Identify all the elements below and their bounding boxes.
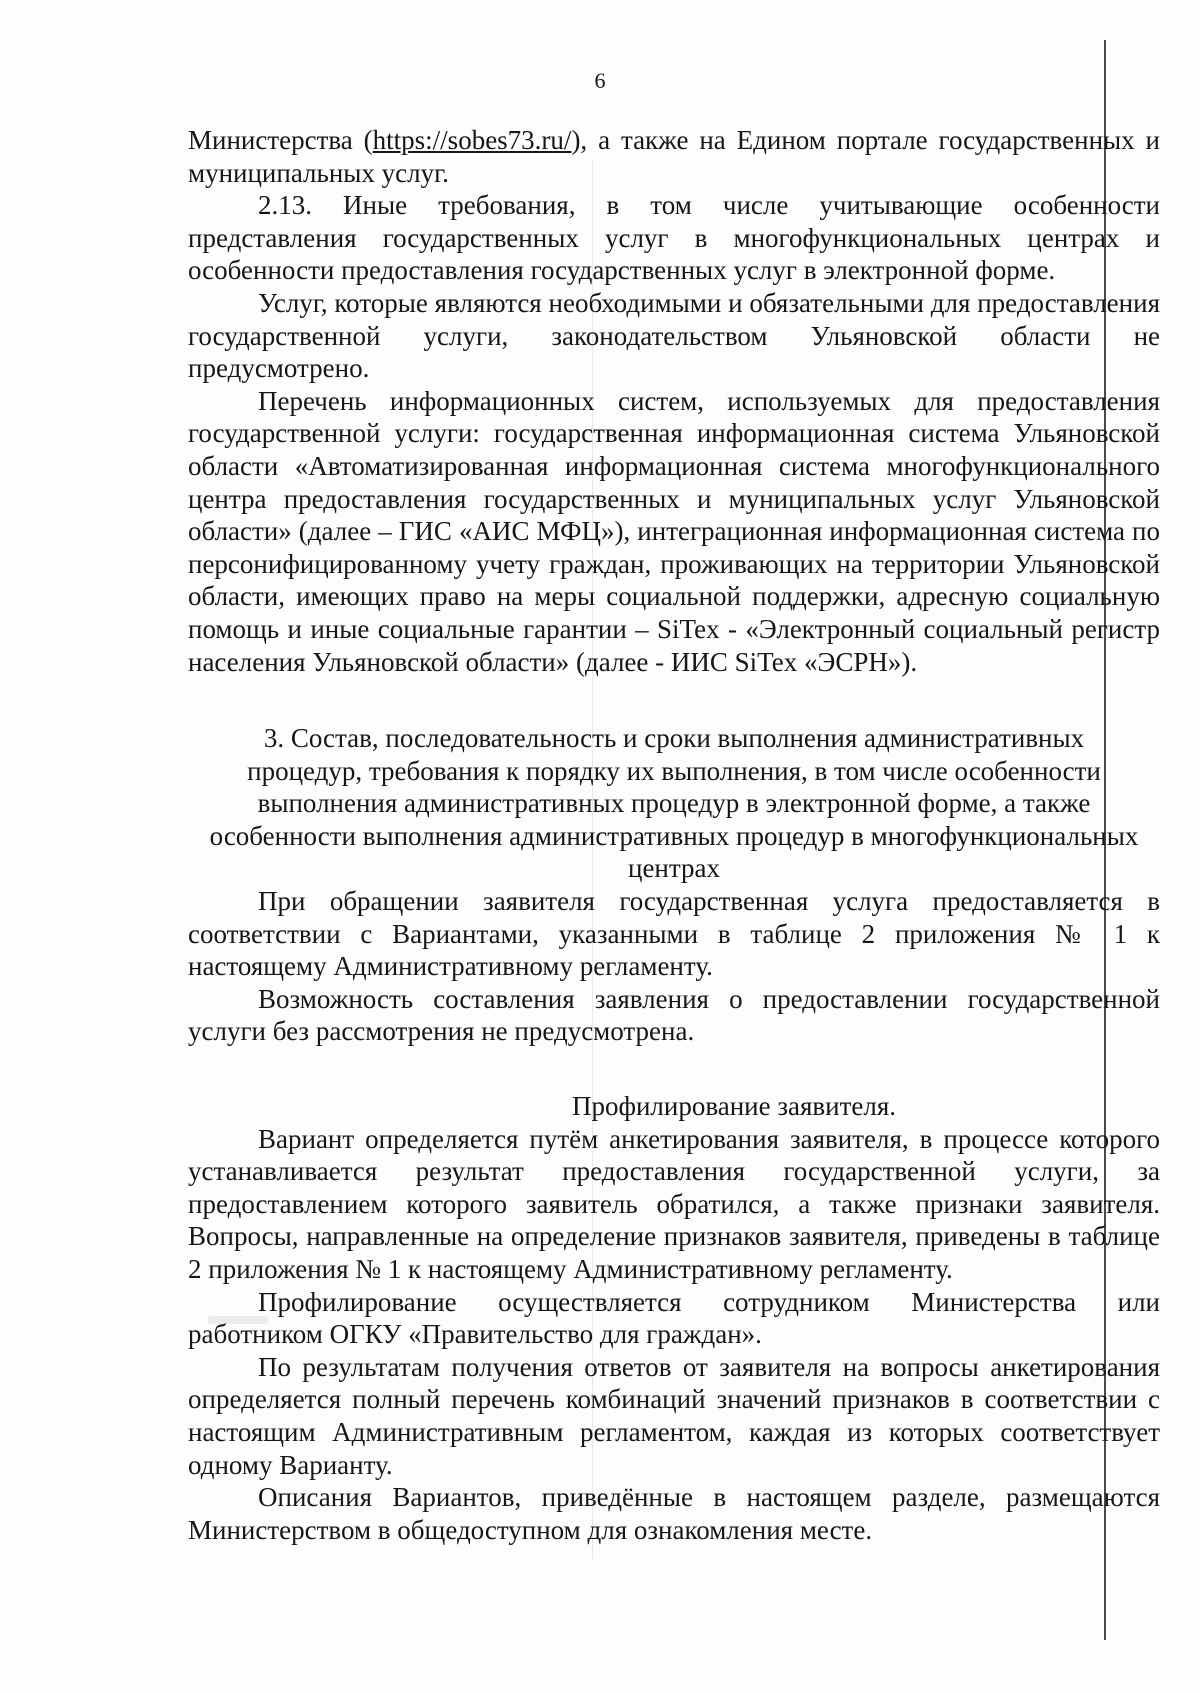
- paragraph-profiling-staff: Профилирование осуществляется сотрудником Министерства или работником ОГКУ «Правительство для граждан».: [188, 1286, 1160, 1350]
- paragraph-no-review: Возможность составления заявления о предоставлении государственной услуги без рассмотрения не предусмотрена.: [188, 983, 1160, 1047]
- paragraph-required-services: Услуг, которые являются необходимыми и обязательными для предоставления государственной услуги, законодательством Ульяновской области не предусмотрено.: [188, 287, 1160, 384]
- document-body: [188, 124, 1160, 1546]
- paragraph-portal-info: [188, 124, 1160, 189]
- paragraph-variants: При обращении заявителя государственная услуга предоставляется в соответствии с Вариантами, указанными в таблице 2 приложения № 1 к настоящему Административному регламенту.: [188, 886, 1160, 982]
- ministry-website-link[interactable]: https://sobes73.ru/: [372, 125, 572, 155]
- paragraph-variant-descriptions: Описания Вариантов, приведённые в настоящем разделе, размещаются Министерством в общедоступном для ознакомления месте.: [188, 1482, 1160, 1545]
- paragraph-variant-definition: Вариант определяется путём анкетирования заявителя, в процессе которого устанавливается результат предоставления государственной услуги, за предоставлением которого заявитель обратился, а также признаки заявителя. Вопросы, направленные на определение признаков заявителя, приведены в таблице 2 приложения № 1 к настоящему Административному регламенту.: [188, 1123, 1160, 1284]
- paragraph-text: ), а также на Едином портале государственных и муниципальных услуг.: [188, 125, 1160, 188]
- profiling-heading: Профилирование заявителя.: [571, 1091, 897, 1122]
- paragraph-information-systems: Перечень информационных систем, используемых для предоставления государственной услуги: государственная информационная система Ульяновской области «Автоматизированная информационная система многофункционального центра предоставления государственных и муниципальных услуг Ульяновской области» (далее – ГИС «АИС МФЦ»), интеграционная информационная система по персонифицированному учету граждан, проживающих на территории Ульяновской области, имеющих право на меры социальной поддержки, адресную социальную помощь и иные социальные гарантии – SiTex - «Электронный социальный регистр населения Ульяновской области» (далее - ИИС SiTex «ЭСРН»).: [188, 385, 1160, 677]
- paragraph-combinations: По результатам получения ответов от заявителя на вопросы анкетирования определяется полный перечень комбинаций значений признаков в соответствии с настоящим Административным регламентом, каждая из которых соответствует одному Варианту.: [188, 1351, 1160, 1480]
- paragraph-text: Министерства (: [188, 125, 373, 155]
- paragraph-2-13: 2.13. Иные требования, в том числе учитывающие особенности представления государственных услуг в многофункциональных центрах и особенности предоставления государственных услуг в электронной форме.: [188, 190, 1160, 286]
- page-number: 6: [594, 68, 606, 93]
- section-3-heading: 3. Состав, последовательность и сроки выполнения административных процедур, требования к порядку их выполнения, в том числе особенности выполнения административных процедур в электронной форме, а также особенности выполнения административных процедур в многофункциональных центрах: [209, 723, 1139, 884]
